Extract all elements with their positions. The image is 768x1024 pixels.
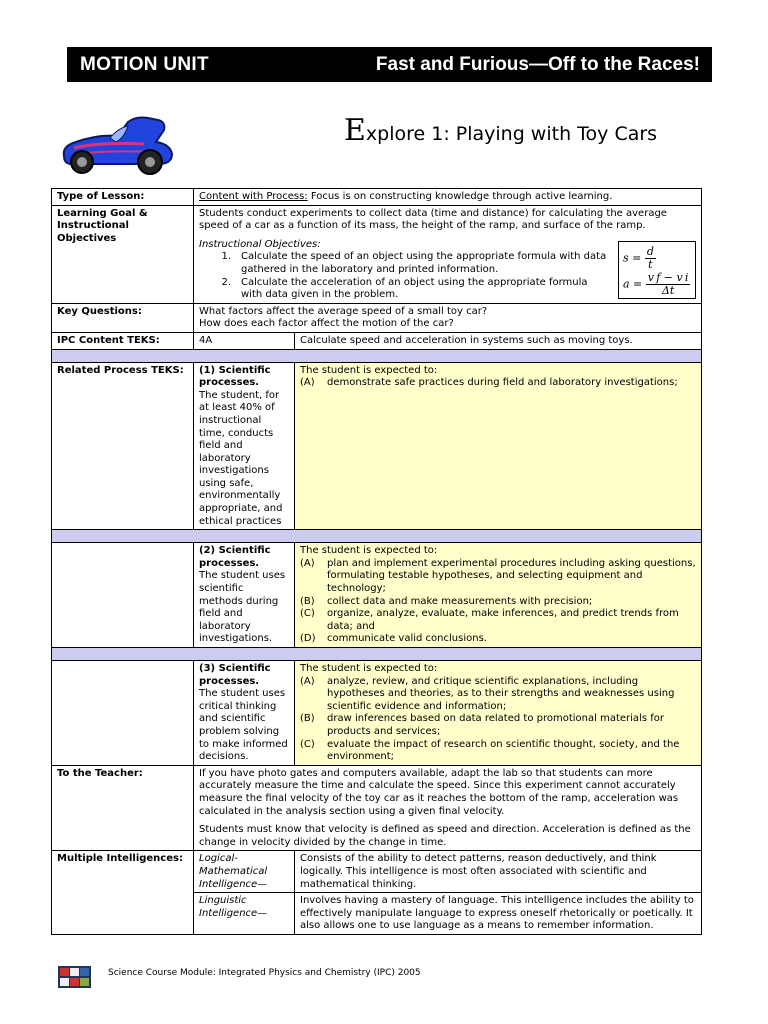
teks-text: Calculate speed and acceleration in systems such as moving toys. [295,332,702,349]
unit-banner [67,47,712,82]
process-2-expectations [295,543,702,648]
row-learning-goal [52,205,702,303]
spacer-row [52,349,702,362]
row-process-2 [52,543,702,648]
spacer-row [52,648,702,661]
objective-item: 1. Calculate the speed of an object using the appropriate formula with data gathered in the laboratory and printed information. [221,251,607,275]
intelligence-name: Logical-Mathematical Intelligence— [194,851,295,893]
expectation-item: (C) evaluate the impact of research on scientific thought, society, and the environment; [300,738,680,763]
spacer-row [52,530,702,543]
process-2-title: (2) Scientific processes. [199,545,271,569]
learning-goal-text: Students conduct experiments to collect data (time and distance) for calculating the average speed of a car as a function of its mass, the height of the ramp, and surface of the ramp. [199,207,667,232]
label-learning-goal: Learning Goal & Instructional Objectives [52,205,194,303]
key-question-1: What factors affect the average speed of a small toy car? [199,305,488,317]
cell-learning-goal [194,205,702,303]
expectation-item: (A) analyze, review, and critique scientific explanations, including hypotheses and theories, as to their strengths and weaknesses using scientific evidence and information; [300,675,675,712]
row-key-questions [52,303,702,332]
formula-box [618,241,696,299]
label-related-teks: Related Process TEKS: [52,362,194,530]
process-3-desc: The student uses critical thinking and scientific problem solving to make informed decisions. [199,688,288,763]
teacher-note-2: Students must know that velocity is defined as speed and direction. Acceleration is defined as the change in velocity divided by the change in time. [199,824,691,848]
objectives-heading: Instructional Objectives: [199,238,321,250]
process-2-desc: The student uses scientific methods during field and laboratory investigations. [199,570,286,645]
row-to-teacher [52,765,702,851]
expectation-item: (C) organize, analyze, evaluate, make inferences, and predict trends from data; and [300,608,679,632]
process-1-desc: The student, for at least 40% of instructional time, conducts field and laboratory investigations using safe, environmentally appropriate, and ethical practices [199,389,283,527]
label-type-of-lesson: Type of Lesson: [52,189,194,206]
row-process-1 [52,362,702,530]
label-key-questions: Key Questions: [52,303,194,332]
cell-to-teacher [194,765,702,851]
expected-heading: The student is expected to: [300,545,438,557]
process-1-expectations [295,362,702,530]
process-3-expectations [295,661,702,766]
label-intelligences: Multiple Intelligences: [52,851,194,935]
expectation-item: (A) plan and implement experimental procedures including asking questions, formulating testable hypotheses, and selecting equipment and technology; [300,557,696,595]
expected-heading: The student is expected to: [300,364,438,376]
process-2-cell [194,543,295,648]
acceleration-formula: a = $\frac{\text{v f − v i}}{\Delta t}$ [623,270,689,297]
intelligence-desc: Involves having a mastery of language. This intelligence includes the ability to effectively manipulate language to express oneself rhetorically or poetically. It also allows one to use language as a means to remember information. [295,893,702,935]
objective-item: 2. Calculate the acceleration of an object using the appropriate formula with data given in the problem. [221,276,588,301]
expected-heading: The student is expected to: [300,663,438,674]
cell-key-questions [194,303,702,332]
unit-name: MOTION UNIT [80,53,209,75]
label-ipc-teks: IPC Content TEKS: [52,332,194,349]
lesson-type-text: Focus is on constructing knowledge through active learning. [307,191,613,202]
title-initial: E [344,113,366,148]
process-3-title: (3) Scientific processes. [199,663,271,687]
empty-cell [52,543,194,648]
empty-cell [52,661,194,766]
lesson-table [51,188,702,935]
process-3-cell [194,661,295,766]
page-title [344,113,714,148]
row-type-of-lesson [52,189,702,206]
unit-title: Fast and Furious—Off to the Races! [375,53,700,75]
row-ipc-teks [52,332,702,349]
intelligence-desc: Consists of the ability to detect patterns, reason deductively, and think logically. This intelligence is most often associated with scientific and mathematical thinking. [295,851,702,893]
expectation-item: (D) communicate valid conclusions. [300,633,487,645]
expectation-item: (A) demonstrate safe practices during field and laboratory investigations; [300,377,678,389]
row-intelligence-1 [52,851,702,893]
row-process-3 [52,661,702,766]
footer-text: Science Course Module: Integrated Physics and Chemistry (IPC) 2005 [108,968,421,978]
process-1-cell [194,362,295,530]
label-to-teacher: To the Teacher: [52,765,194,851]
key-question-2: How does each factor affect the motion of the car? [199,318,454,330]
cell-type-of-lesson [194,189,702,206]
expectation-item: (B) draw inferences based on data related to promotional materials for products and services; [300,713,664,737]
process-1-title: (1) Scientific processes. [199,364,271,389]
teacher-note-1: If you have photo gates and computers available, adapt the lab so that students can more accurately measure the time and calculate the speed. Since this experiment cannot accurately measure the final velocity of the toy car as it reaches the bottom of the ramp, acceleration was calculated in the analysis section using a given final velocity. [199,767,679,817]
title-rest: xplore 1: Playing with Toy Cars [365,123,658,145]
teks-code: 4A [194,332,295,349]
expectation-item: (B) collect data and make measurements with precision; [300,595,593,607]
intelligence-name: Linguistic Intelligence— [194,893,295,935]
page-footer [58,966,698,988]
module-logo-icon [58,966,91,988]
toy-race-car-icon [58,112,176,180]
speed-formula: s = $\frac{d}{t}$ [623,244,654,271]
lesson-type-link: Content with Process: [199,191,308,202]
